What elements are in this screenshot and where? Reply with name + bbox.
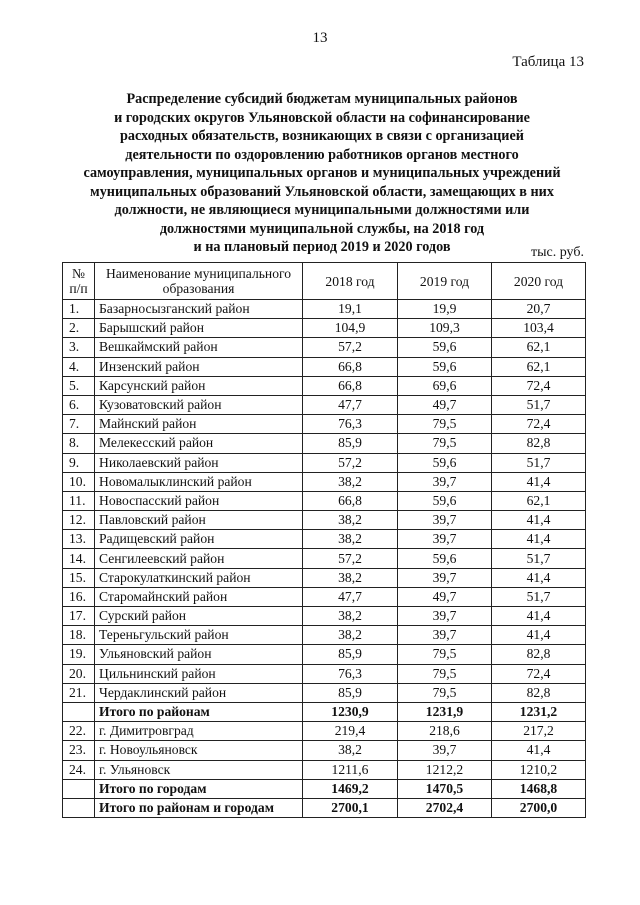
value-2020: 51,7 bbox=[492, 587, 586, 606]
value-2018: 85,9 bbox=[303, 434, 398, 453]
header-2019: 2019 год bbox=[398, 263, 492, 300]
title-line: деятельности по оздоровлению работников органов местного bbox=[125, 146, 519, 163]
table-header-row bbox=[63, 263, 586, 300]
title-line: и городских округов Ульяновской области на софинансирование bbox=[114, 109, 530, 126]
table-row bbox=[63, 357, 586, 376]
value-2020: 41,4 bbox=[492, 511, 586, 530]
value-2020: 51,7 bbox=[492, 453, 586, 472]
title-line: должностями муниципальной службы, на 2018 год bbox=[159, 220, 485, 237]
municipality-name: Майнский район bbox=[95, 415, 303, 434]
municipality-name: Цильнинский район bbox=[95, 664, 303, 683]
value-2020: 2700,0 bbox=[492, 798, 586, 817]
value-2020: 20,7 bbox=[492, 300, 586, 319]
value-2019: 1470,5 bbox=[398, 779, 492, 798]
row-number: 15. bbox=[63, 568, 95, 587]
value-2019: 59,6 bbox=[398, 338, 492, 357]
table-row bbox=[63, 607, 586, 626]
value-2019: 39,7 bbox=[398, 607, 492, 626]
municipality-name: Итого по районам bbox=[95, 702, 303, 721]
municipality-name: Итого по городам bbox=[95, 779, 303, 798]
table-row bbox=[63, 664, 586, 683]
value-2020: 41,4 bbox=[492, 741, 586, 760]
row-number: 1. bbox=[63, 300, 95, 319]
units-label: тыс. руб. bbox=[531, 245, 584, 260]
value-2019: 109,3 bbox=[398, 319, 492, 338]
value-2019: 1231,9 bbox=[398, 702, 492, 721]
municipality-name: Мелекесский район bbox=[95, 434, 303, 453]
row-number: 3. bbox=[63, 338, 95, 357]
value-2019: 79,5 bbox=[398, 645, 492, 664]
row-number bbox=[63, 798, 95, 817]
table-total-row bbox=[63, 702, 586, 721]
row-number: 7. bbox=[63, 415, 95, 434]
table-total-row bbox=[63, 798, 586, 817]
value-2019: 59,6 bbox=[398, 491, 492, 510]
table-row bbox=[63, 434, 586, 453]
value-2019: 79,5 bbox=[398, 434, 492, 453]
value-2020: 82,8 bbox=[492, 434, 586, 453]
table-row bbox=[63, 530, 586, 549]
header-2018: 2018 год bbox=[303, 263, 398, 300]
title-line: Распределение субсидий бюджетам муниципальных районов bbox=[126, 91, 518, 107]
value-2020: 1210,2 bbox=[492, 760, 586, 779]
row-number: 6. bbox=[63, 395, 95, 414]
value-2018: 38,2 bbox=[303, 626, 398, 645]
value-2020: 41,4 bbox=[492, 472, 586, 491]
value-2018: 1211,6 bbox=[303, 760, 398, 779]
municipality-name: Николаевский район bbox=[95, 453, 303, 472]
row-number: 2. bbox=[63, 319, 95, 338]
document-title bbox=[40, 90, 604, 257]
value-2020: 41,4 bbox=[492, 626, 586, 645]
value-2020: 72,4 bbox=[492, 376, 586, 395]
row-number: 10. bbox=[63, 472, 95, 491]
value-2020: 82,8 bbox=[492, 683, 586, 702]
municipality-name: Вешкаймский район bbox=[95, 338, 303, 357]
value-2018: 66,8 bbox=[303, 357, 398, 376]
table-row bbox=[63, 741, 586, 760]
value-2020: 51,7 bbox=[492, 549, 586, 568]
row-number: 8. bbox=[63, 434, 95, 453]
value-2019: 79,5 bbox=[398, 664, 492, 683]
municipality-name: Тереньгульский район bbox=[95, 626, 303, 645]
value-2020: 41,4 bbox=[492, 530, 586, 549]
table-row bbox=[63, 722, 586, 741]
row-number: 24. bbox=[63, 760, 95, 779]
value-2020: 72,4 bbox=[492, 415, 586, 434]
municipality-name: Новомалыклинский район bbox=[95, 472, 303, 491]
row-number: 11. bbox=[63, 491, 95, 510]
table-row bbox=[63, 319, 586, 338]
municipality-name: Павловский район bbox=[95, 511, 303, 530]
row-number: 13. bbox=[63, 530, 95, 549]
value-2018: 38,2 bbox=[303, 530, 398, 549]
row-number: 12. bbox=[63, 511, 95, 530]
municipality-name: Сурский район bbox=[95, 607, 303, 626]
value-2018: 76,3 bbox=[303, 664, 398, 683]
municipality-name: Инзенский район bbox=[95, 357, 303, 376]
table-row bbox=[63, 587, 586, 606]
value-2019: 218,6 bbox=[398, 722, 492, 741]
row-number: 17. bbox=[63, 607, 95, 626]
value-2020: 62,1 bbox=[492, 338, 586, 357]
row-number: 14. bbox=[63, 549, 95, 568]
value-2018: 47,7 bbox=[303, 587, 398, 606]
value-2019: 49,7 bbox=[398, 587, 492, 606]
table-row bbox=[63, 683, 586, 702]
value-2019: 39,7 bbox=[398, 741, 492, 760]
value-2018: 47,7 bbox=[303, 395, 398, 414]
value-2019: 59,6 bbox=[398, 453, 492, 472]
title-line: самоуправления, муниципальных органов и муниципальных учреждений bbox=[83, 165, 561, 181]
table-row bbox=[63, 626, 586, 645]
table-total-row bbox=[63, 779, 586, 798]
value-2020: 62,1 bbox=[492, 491, 586, 510]
value-2020: 103,4 bbox=[492, 319, 586, 338]
value-2020: 82,8 bbox=[492, 645, 586, 664]
row-number bbox=[63, 702, 95, 721]
table-row bbox=[63, 491, 586, 510]
table-row bbox=[63, 338, 586, 357]
table-row bbox=[63, 549, 586, 568]
value-2018: 66,8 bbox=[303, 491, 398, 510]
table-row bbox=[63, 645, 586, 664]
row-number: 4. bbox=[63, 357, 95, 376]
table-row bbox=[63, 568, 586, 587]
value-2019: 39,7 bbox=[398, 511, 492, 530]
value-2018: 85,9 bbox=[303, 645, 398, 664]
title-line: и на плановый период 2019 и 2020 годов bbox=[193, 239, 451, 255]
row-number bbox=[63, 779, 95, 798]
title-line: расходных обязательств, возникающих в связи с организацией bbox=[120, 128, 524, 144]
value-2019: 39,7 bbox=[398, 568, 492, 587]
value-2019: 39,7 bbox=[398, 626, 492, 645]
value-2018: 219,4 bbox=[303, 722, 398, 741]
value-2019: 79,5 bbox=[398, 415, 492, 434]
table-row bbox=[63, 376, 586, 395]
municipality-name: г. Новоульяновск bbox=[95, 741, 303, 760]
value-2019: 79,5 bbox=[398, 683, 492, 702]
value-2018: 38,2 bbox=[303, 741, 398, 760]
value-2018: 2700,1 bbox=[303, 798, 398, 817]
municipality-name: Итого по районам и городам bbox=[95, 798, 303, 817]
value-2018: 38,2 bbox=[303, 472, 398, 491]
table-label: Таблица 13 bbox=[512, 54, 584, 70]
value-2018: 85,9 bbox=[303, 683, 398, 702]
value-2018: 1230,9 bbox=[303, 702, 398, 721]
table-row bbox=[63, 511, 586, 530]
row-number: 22. bbox=[63, 722, 95, 741]
municipality-name: Старомайнский район bbox=[95, 587, 303, 606]
municipality-name: Старокулаткинский район bbox=[95, 568, 303, 587]
value-2018: 76,3 bbox=[303, 415, 398, 434]
value-2020: 1231,2 bbox=[492, 702, 586, 721]
value-2020: 72,4 bbox=[492, 664, 586, 683]
value-2019: 59,6 bbox=[398, 549, 492, 568]
row-number: 21. bbox=[63, 683, 95, 702]
value-2018: 38,2 bbox=[303, 511, 398, 530]
page-number: 13 bbox=[312, 30, 328, 46]
value-2020: 51,7 bbox=[492, 395, 586, 414]
table-row bbox=[63, 415, 586, 434]
value-2020: 62,1 bbox=[492, 357, 586, 376]
municipality-name: г. Ульяновск bbox=[95, 760, 303, 779]
value-2019: 49,7 bbox=[398, 395, 492, 414]
header-number: № п/п bbox=[63, 263, 95, 300]
municipality-name: Чердаклинский район bbox=[95, 683, 303, 702]
value-2019: 39,7 bbox=[398, 530, 492, 549]
value-2019: 59,6 bbox=[398, 357, 492, 376]
value-2019: 69,6 bbox=[398, 376, 492, 395]
row-number: 19. bbox=[63, 645, 95, 664]
municipality-name: Кузоватовский район bbox=[95, 395, 303, 414]
table-row bbox=[63, 395, 586, 414]
table-row bbox=[63, 453, 586, 472]
value-2018: 38,2 bbox=[303, 568, 398, 587]
municipality-name: г. Димитровград bbox=[95, 722, 303, 741]
header-name: Наименование муниципального образования bbox=[95, 263, 303, 300]
row-number: 9. bbox=[63, 453, 95, 472]
value-2020: 1468,8 bbox=[492, 779, 586, 798]
title-line: муниципальных образований Ульяновской области, замещающих в них bbox=[90, 183, 554, 200]
value-2018: 38,2 bbox=[303, 607, 398, 626]
value-2019: 39,7 bbox=[398, 472, 492, 491]
value-2019: 19,9 bbox=[398, 300, 492, 319]
municipality-name: Ульяновский район bbox=[95, 645, 303, 664]
value-2018: 57,2 bbox=[303, 453, 398, 472]
municipality-name: Новоспасский район bbox=[95, 491, 303, 510]
row-number: 16. bbox=[63, 587, 95, 606]
value-2019: 2702,4 bbox=[398, 798, 492, 817]
municipality-name: Сенгилеевский район bbox=[95, 549, 303, 568]
table-body bbox=[63, 300, 586, 818]
municipality-name: Радищевский район bbox=[95, 530, 303, 549]
value-2020: 41,4 bbox=[492, 568, 586, 587]
value-2018: 1469,2 bbox=[303, 779, 398, 798]
value-2018: 66,8 bbox=[303, 376, 398, 395]
title-line: должности, не являющиеся муниципальными должностями или bbox=[114, 202, 530, 218]
row-number: 23. bbox=[63, 741, 95, 760]
value-2020: 41,4 bbox=[492, 607, 586, 626]
table-row bbox=[63, 760, 586, 779]
municipality-name: Барышский район bbox=[95, 319, 303, 338]
municipality-name: Базарносызганский район bbox=[95, 300, 303, 319]
value-2018: 104,9 bbox=[303, 319, 398, 338]
table-row bbox=[63, 472, 586, 491]
row-number: 18. bbox=[63, 626, 95, 645]
value-2018: 57,2 bbox=[303, 549, 398, 568]
header-2020: 2020 год bbox=[492, 263, 586, 300]
value-2018: 57,2 bbox=[303, 338, 398, 357]
municipality-name: Карсунский район bbox=[95, 376, 303, 395]
value-2020: 217,2 bbox=[492, 722, 586, 741]
table-row bbox=[63, 300, 586, 319]
row-number: 5. bbox=[63, 376, 95, 395]
subsidy-table bbox=[62, 262, 586, 818]
value-2019: 1212,2 bbox=[398, 760, 492, 779]
row-number: 20. bbox=[63, 664, 95, 683]
value-2018: 19,1 bbox=[303, 300, 398, 319]
